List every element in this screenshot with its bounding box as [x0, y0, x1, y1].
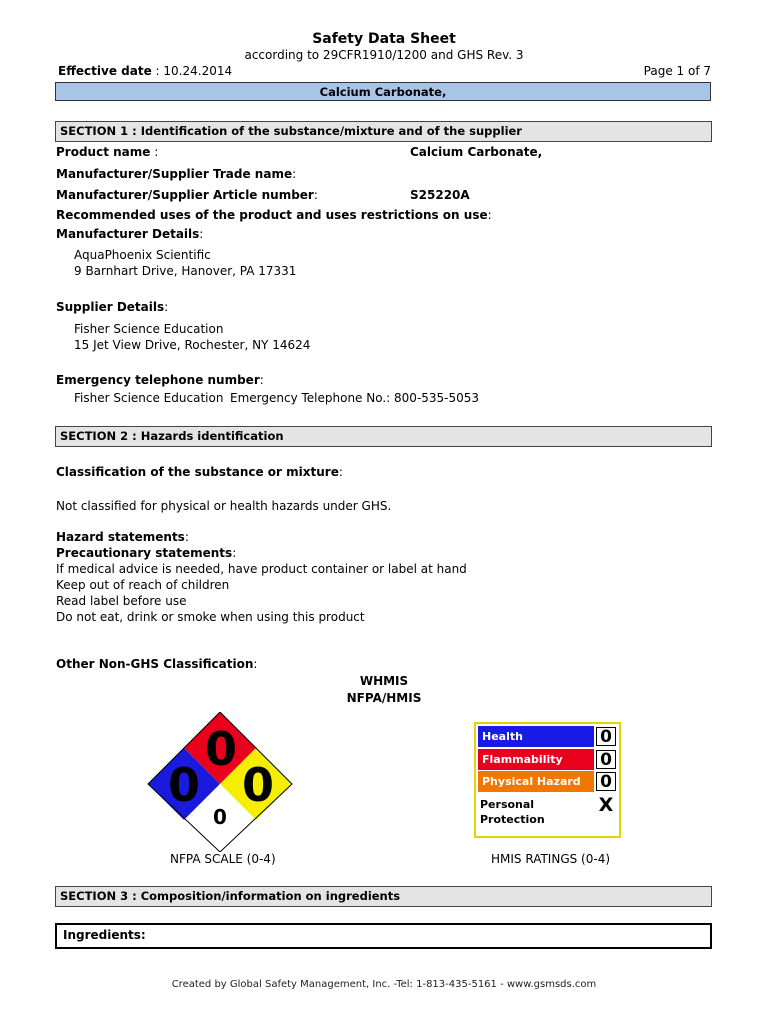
hmis-health-value: 0	[596, 727, 616, 746]
supplier-details-row: Supplier Details:	[56, 300, 169, 314]
trade-name-row: Manufacturer/Supplier Trade name:	[56, 167, 297, 181]
hmis-caption: HMIS RATINGS (0-4)	[491, 852, 611, 866]
nfpa-caption: NFPA SCALE (0-4)	[170, 852, 276, 866]
recommended-uses-row: Recommended uses of the product and uses restrictions on use:	[56, 208, 492, 222]
hmis-row-flammability	[478, 749, 617, 770]
precaution-item: Keep out of reach of children	[56, 578, 230, 592]
whmis-heading: WHMIS	[359, 674, 409, 688]
effective-date-label: Effective date	[58, 64, 152, 78]
hmis-row-physical-hazard	[478, 771, 617, 792]
precaution-item: Do not eat, drink or smoke when using this product	[56, 610, 365, 624]
manufacturer-details-row: Manufacturer Details:	[56, 227, 204, 241]
nfpa-special-value: 0	[213, 805, 227, 829]
manufacturer-name: AquaPhoenix Scientific	[74, 248, 211, 262]
hmis-row-health	[478, 726, 617, 747]
hmis-protection-label-line2: Protection	[480, 813, 545, 826]
hmis-flammability-label: Flammability	[478, 749, 594, 770]
hmis-protection-label	[480, 797, 545, 827]
hmis-protection-label-line1: Personal	[480, 798, 535, 811]
hazard-statements-label: Hazard statements	[56, 530, 185, 544]
emergency-phone-row: Emergency telephone number:	[56, 373, 264, 387]
document-title: Safety Data Sheet	[312, 31, 456, 47]
emergency-phone-label: Emergency telephone number	[56, 373, 260, 387]
page-number: Page 1 of 7	[643, 64, 711, 78]
hmis-flammability-value: 0	[596, 750, 616, 769]
supplier-name: Fisher Science Education	[74, 322, 224, 336]
precautionary-statements-row: Precautionary statements:	[56, 546, 237, 560]
effective-date-value: : 10.24.2014	[151, 64, 233, 78]
trade-name-label: Manufacturer/Supplier Trade name	[56, 167, 293, 181]
hmis-inner	[478, 726, 617, 834]
hmis-protection-value: X	[598, 794, 614, 816]
supplier-address: 15 Jet View Drive, Rochester, NY 14624	[74, 338, 311, 352]
hazard-statements-row: Hazard statements:	[56, 530, 189, 544]
manufacturer-details-label: Manufacturer Details	[56, 227, 200, 241]
product-name-value: Calcium Carbonate,	[410, 145, 543, 159]
classification-text: Not classified for physical or health hazards under GHS.	[56, 499, 392, 513]
product-name-label: Product name	[56, 145, 151, 159]
section-2-heading: SECTION 2 : Hazards identification	[55, 426, 712, 447]
hmis-physical-hazard-value: 0	[596, 772, 616, 791]
section-1-heading: SECTION 1 : Identification of the substance/mixture and of the supplier	[55, 121, 712, 142]
product-title-bar: Calcium Carbonate,	[55, 82, 711, 101]
nfpa-health-value: 0	[167, 758, 201, 812]
other-classification-label: Other Non-GHS Classification	[56, 657, 254, 671]
precaution-item: Read label before use	[56, 594, 187, 608]
hmis-health-label: Health	[478, 726, 594, 747]
hmis-label	[474, 722, 621, 838]
product-name-row	[56, 145, 158, 159]
precaution-item: If medical advice is needed, have product container or label at hand	[56, 562, 467, 576]
ingredients-box: Ingredients:	[55, 923, 712, 949]
nfpa-hmis-heading: NFPA/HMIS	[346, 691, 422, 705]
document-subtitle: according to 29CFR1910/1200 and GHS Rev. 3	[244, 48, 524, 62]
emergency-contact-name: Fisher Science Education	[74, 391, 224, 405]
effective-date	[58, 64, 232, 78]
section-3-heading: SECTION 3 : Composition/information on ingredients	[55, 886, 712, 907]
article-number-row: Manufacturer/Supplier Article number:	[56, 188, 318, 202]
product-name-colon: :	[150, 145, 159, 159]
supplier-details-label: Supplier Details	[56, 300, 165, 314]
hmis-physical-hazard-label: Physical Hazard	[478, 771, 594, 792]
emergency-contact-phone: Emergency Telephone No.: 800-535-5053	[230, 391, 480, 405]
nfpa-diamond	[146, 712, 294, 852]
precautionary-statements-label: Precautionary statements	[56, 546, 233, 560]
classification-label: Classification of the substance or mixture	[56, 465, 339, 479]
footer-credit: Created by Global Safety Management, Inc. -Tel: 1-813-435-5161 - www.gsmsds.com	[171, 979, 597, 990]
recommended-uses-label: Recommended uses of the product and uses restrictions on use	[56, 208, 488, 222]
nfpa-flammability-value: 0	[204, 722, 238, 776]
classification-row: Classification of the substance or mixture:	[56, 465, 343, 479]
article-number-value: S25220A	[410, 188, 470, 202]
nfpa-reactivity-value: 0	[241, 758, 275, 812]
manufacturer-address: 9 Barnhart Drive, Hanover, PA 17331	[74, 264, 297, 278]
article-number-label: Manufacturer/Supplier Article number	[56, 188, 314, 202]
other-classification-row: Other Non-GHS Classification:	[56, 657, 258, 671]
